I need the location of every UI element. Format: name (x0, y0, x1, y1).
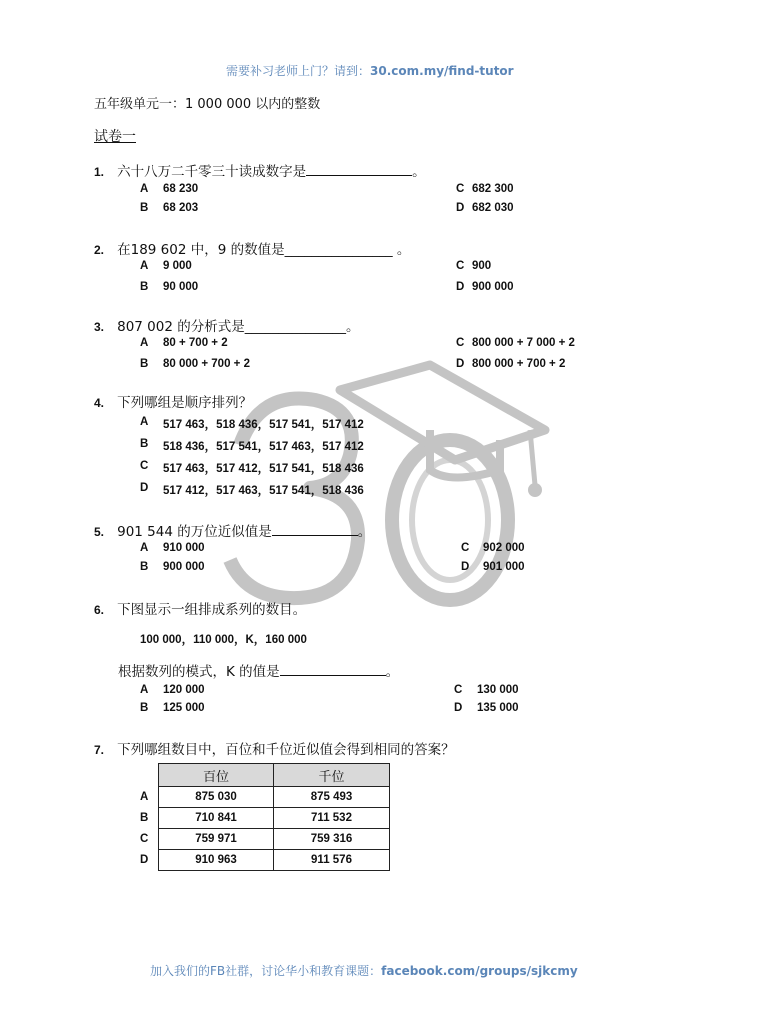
option-value: 900 000 (472, 281, 514, 293)
option-value: 120 000 (163, 684, 205, 696)
table-header: 千位 (274, 764, 390, 787)
table-header: 百位 (159, 764, 274, 787)
row-label: B (140, 812, 149, 824)
rounding-table (158, 763, 390, 871)
option-value: 518 436，517 541，517 463，517 412 (163, 441, 364, 453)
question-subtext: 根据数列的模式，K 的值是 。 (118, 664, 400, 680)
option-label: C (456, 183, 465, 195)
table-cell: 875 493 (274, 787, 390, 808)
option-label: B (140, 438, 149, 450)
question-number: 7. (94, 743, 105, 757)
option-label: D (454, 702, 463, 714)
option-value: 517 463，518 436，517 541，517 412 (163, 419, 364, 431)
question-3: 3. 807 002 的分析式是_______________。 (94, 319, 360, 335)
option-value: 910 000 (163, 542, 205, 554)
option-label: B (140, 358, 149, 370)
graduation-cap-icon (340, 365, 545, 497)
option-value: 130 000 (477, 684, 519, 696)
question-1: 1. 六十八万二千零三十读成数字是 。 (94, 164, 426, 180)
question-text: 六十八万二千零三十读成数字是 (117, 164, 307, 180)
question-text: 在189 602 中，9 的数值是 (117, 242, 285, 258)
header-text: 需要补习老师上门？请到： (226, 64, 371, 78)
option-value: 68 203 (163, 202, 199, 214)
question-5: 5. 901 544 的万位近似值是 。 (94, 524, 372, 540)
answer-blank (272, 523, 358, 536)
option-label: C (140, 460, 149, 472)
question-number: 2. (94, 243, 105, 257)
row-label: C (140, 833, 149, 845)
option-value: 517 412，517 463，517 541，518 436 (163, 485, 364, 497)
table-cell: 875 030 (159, 787, 274, 808)
footer-text: 加入我们的FB社群，讨论华小和教育课题： (150, 964, 382, 978)
question-6 (94, 598, 306, 618)
option-value: 80 + 700 + 2 (163, 337, 228, 349)
option-value: 68 230 (163, 183, 199, 195)
footer-link[interactable]: facebook.com/groups/sjkcmy (381, 964, 578, 978)
question-number: 6. (94, 603, 105, 617)
question-text: 下列哪组数目中，百位和千位近似值会得到相同的答案？ (117, 742, 455, 758)
option-label: A (140, 542, 149, 554)
option-value: 901 000 (483, 561, 525, 573)
option-value: 135 000 (477, 702, 519, 714)
unit-title: 五年级单元一：1 000 000 以内的整数 (94, 97, 321, 112)
option-value: 682 030 (472, 202, 514, 214)
option-label: A (140, 337, 149, 349)
table-row (159, 808, 390, 829)
question-text: 下图显示一组排成系列的数目。 (117, 602, 307, 618)
footer-banner (150, 962, 578, 979)
table-row (159, 850, 390, 871)
option-value: 80 000 + 700 + 2 (163, 358, 250, 370)
question-text: 807 002 的分析式是 (117, 319, 245, 335)
row-label: D (140, 854, 149, 866)
option-value: 90 000 (163, 281, 199, 293)
option-label: C (456, 260, 465, 272)
table-cell: 710 841 (159, 808, 274, 829)
table-cell: 911 576 (274, 850, 390, 871)
question-text: 下列哪组是顺序排列？ (117, 395, 253, 411)
answer-blank (306, 163, 412, 176)
option-value: 900 (472, 260, 492, 272)
question-text: 901 544 的万位近似值是 (117, 524, 272, 540)
option-label: C (461, 542, 470, 554)
option-label: C (456, 337, 465, 349)
option-value: 902 000 (483, 542, 525, 554)
option-label: D (456, 202, 465, 214)
question-2: 2. 在189 602 中，9 的数值是________________ 。 (94, 242, 411, 258)
option-value: 682 300 (472, 183, 514, 195)
table-row (159, 787, 390, 808)
option-label: A (140, 260, 149, 272)
question-4 (94, 391, 252, 411)
header-banner (226, 62, 514, 79)
row-label: A (140, 791, 149, 803)
option-label: D (456, 358, 465, 370)
option-label: B (140, 281, 149, 293)
option-label: A (140, 183, 149, 195)
number-sequence: 100 000，110 000，K，160 000 (140, 634, 307, 646)
question-number: 3. (94, 320, 105, 334)
option-value: 517 463，517 412，517 541，518 436 (163, 463, 364, 475)
question-number: 5. (94, 525, 105, 539)
question-7 (94, 738, 455, 758)
option-label: A (140, 416, 149, 428)
option-label: B (140, 202, 149, 214)
table-cell: 711 532 (274, 808, 390, 829)
option-label: D (456, 281, 465, 293)
question-number: 1. (94, 165, 105, 179)
option-value: 900 000 (163, 561, 205, 573)
option-label: B (140, 702, 149, 714)
option-value: 800 000 + 700 + 2 (472, 358, 566, 370)
option-value: 125 000 (163, 702, 205, 714)
option-value: 800 000 + 7 000 + 2 (472, 337, 575, 349)
option-label: D (140, 482, 149, 494)
option-label: A (140, 684, 149, 696)
option-label: C (454, 684, 463, 696)
question-number: 4. (94, 396, 105, 410)
table-cell: 910 963 (159, 850, 274, 871)
header-link[interactable]: 30.com.my/find-tutor (370, 64, 514, 78)
paper-title: 试卷一 (94, 129, 136, 145)
table-cell: 759 971 (159, 829, 274, 850)
table-cell: 759 316 (274, 829, 390, 850)
option-value: 9 000 (163, 260, 192, 272)
answer-blank (280, 663, 386, 676)
option-label: D (461, 561, 470, 573)
option-label: B (140, 561, 149, 573)
table-row (159, 829, 390, 850)
